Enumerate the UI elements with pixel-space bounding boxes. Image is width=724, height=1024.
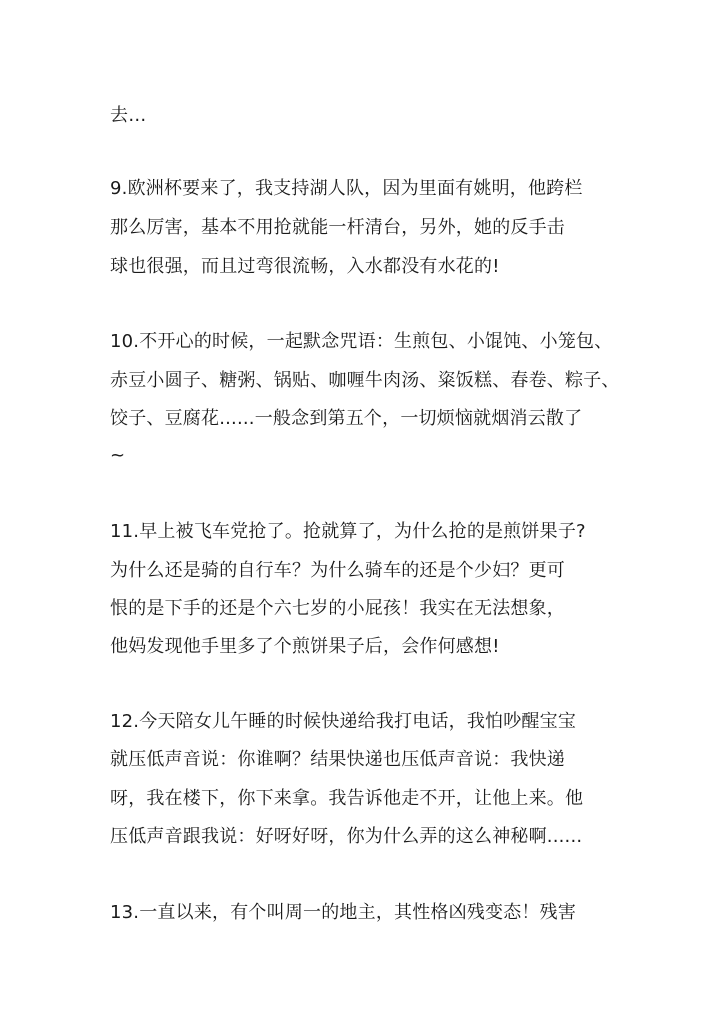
text-line: 呀，我在楼下，你下来拿。我告诉他走不开，让他上来。他	[110, 788, 584, 809]
text-line: 那么厉害，基本不用抢就能一杆清台，另外，她的反手击	[110, 217, 565, 238]
text-line: 饺子、豆腐花......一般念到第五个，一切烦恼就烟消云散了	[110, 408, 583, 429]
text-line: 就压低声音说：你谁啊？结果快递也压低声音说：我快递	[110, 749, 565, 770]
text-line: ~	[110, 445, 126, 466]
text-line: 压低声音跟我说：好呀好呀，你为什么弄的这么神秘啊......	[110, 826, 583, 847]
text-line: 12.今天陪女儿午睡的时候快递给我打电话，我怕吵醒宝宝	[110, 711, 577, 732]
text-line: 为什么还是骑的自行车？为什么骑车的还是个少妇？更可	[110, 560, 565, 581]
text-line: 赤豆小圆子、糖粥、锅贴、咖喱牛肉汤、粢饭糕、春卷、粽子、	[110, 370, 620, 391]
text-line: 9.欧洲杯要来了，我支持湖人队，因为里面有姚明，他跨栏	[110, 178, 583, 199]
text-line: 恨的是下手的还是个六七岁的小屁孩！我实在无法想象，	[110, 598, 565, 619]
text-line: 11.早上被飞车党抢了。抢就算了，为什么抢的是煎饼果子?	[110, 521, 586, 542]
text-line: 10.不开心的时候，一起默念咒语：生煎包、小馄饨、小笼包、	[110, 331, 613, 352]
text-line: 13.一直以来，有个叫周一的地主，其性格凶残变态！残害	[110, 902, 577, 923]
text-line: 去…	[110, 105, 147, 126]
text-line: 他妈发现他手里多了个煎饼果子后，会作何感想!	[110, 636, 500, 657]
text-line: 球也很强，而且过弯很流畅，入水都没有水花的!	[110, 256, 500, 277]
